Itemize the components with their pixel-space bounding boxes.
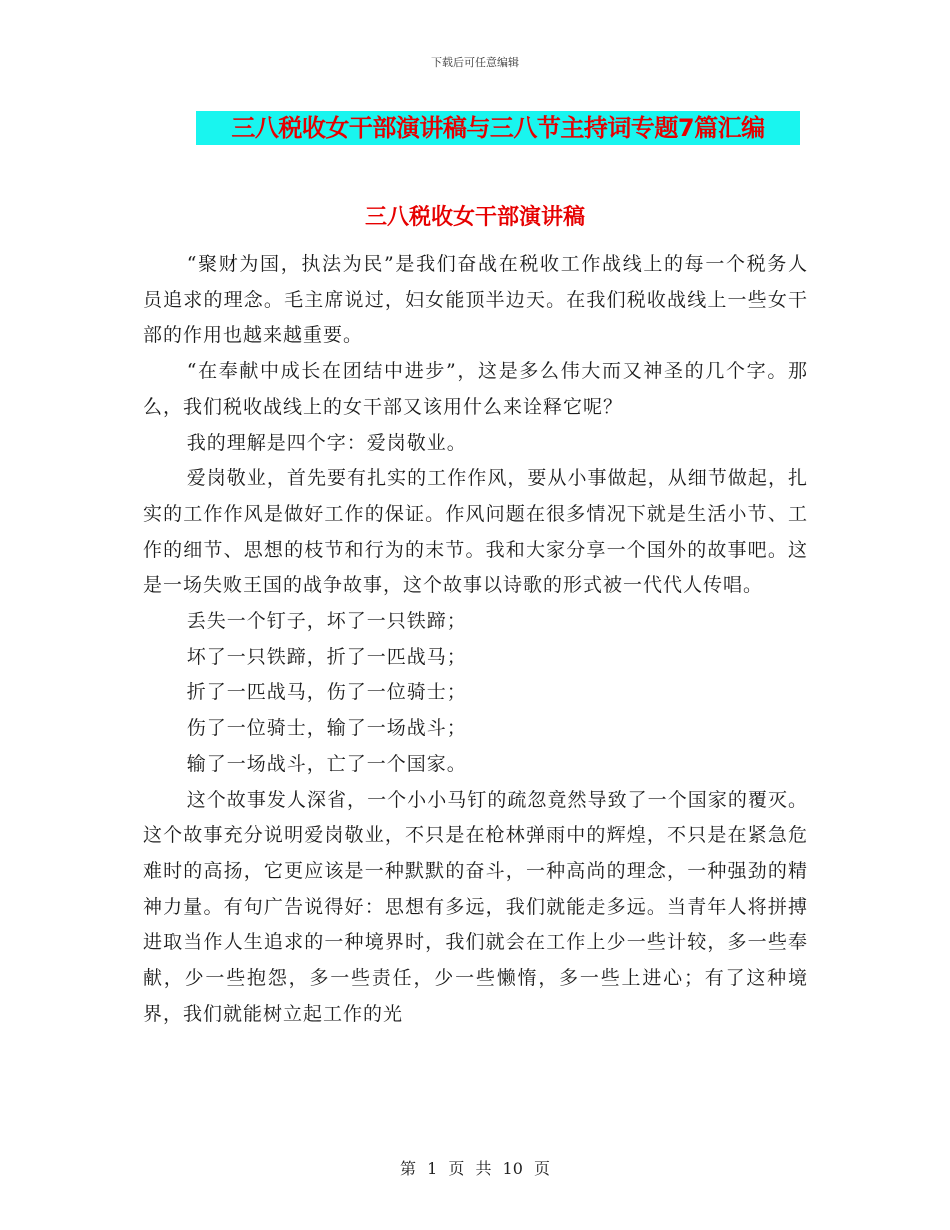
paragraph: “在奉献中成长在团结中进步”，这是多么伟大而又神圣的几个字。那么，我们税收战线上的女干部又该用什么来诠释它呢？	[143, 360, 808, 418]
poem-line: 丢失一个钉子，坏了一只铁蹄；	[186, 610, 467, 633]
poem-line: 输了一场战斗，亡了一个国家。	[186, 752, 467, 775]
section-title: 三八税收女干部演讲稿	[364, 205, 585, 230]
paragraph: “聚财为国，执法为民”是我们奋战在税收工作战线上的每一个税务人员追求的理念。毛主席说过，妇女能顶半边天。在我们税收战线上一些女干部的作用也越来越重要。	[143, 253, 808, 347]
document-title: 三八税收女干部演讲稿与三八节主持词专题7篇汇编	[231, 114, 765, 142]
body-text	[143, 247, 808, 1032]
paragraph: 我的理解是四个字：爱岗敬业。	[186, 431, 467, 454]
poem-line: 伤了一位骑士，输了一场战斗；	[186, 717, 467, 740]
paragraph: 爱岗敬业，首先要有扎实的工作作风，要从小事做起，从细节做起，扎实的工作作风是做好工作的保证。作风问题在很多情况下就是生活小节、工作的细节、思想的枝节和行为的末节。我和大家分享一个国外的故事吧。这是一场失败王国的战争故事，这个故事以诗歌的形式被一代代人传唱。	[143, 467, 808, 597]
paragraph: 这个故事发人深省，一个小小马钉的疏忽竟然导致了一个国家的覆灭。这个故事充分说明爱岗敬业，不只是在枪林弹雨中的辉煌，不只是在紧急危难时的高扬，它更应该是一种默默的奋斗，一种高尚的理念，一种强劲的精神力量。有句广告说得好：思想有多远，我们就能走多远。当青年人将拼搏进取当作人生追求的一种境界时，我们就会在工作上少一些计较，多一些奉献，少一些抱怨，多一些责任，少一些懒惰，多一些上进心；有了这种境界，我们就能树立起工作的光	[143, 788, 808, 1025]
page-footer: 第 1 页 共 10 页	[400, 1159, 550, 1178]
poem-line: 坏了一只铁蹄，折了一匹战马；	[186, 645, 467, 668]
poem-line: 折了一匹战马，伤了一位骑士；	[186, 681, 467, 704]
header-note: 下载后可任意编辑	[431, 56, 519, 69]
